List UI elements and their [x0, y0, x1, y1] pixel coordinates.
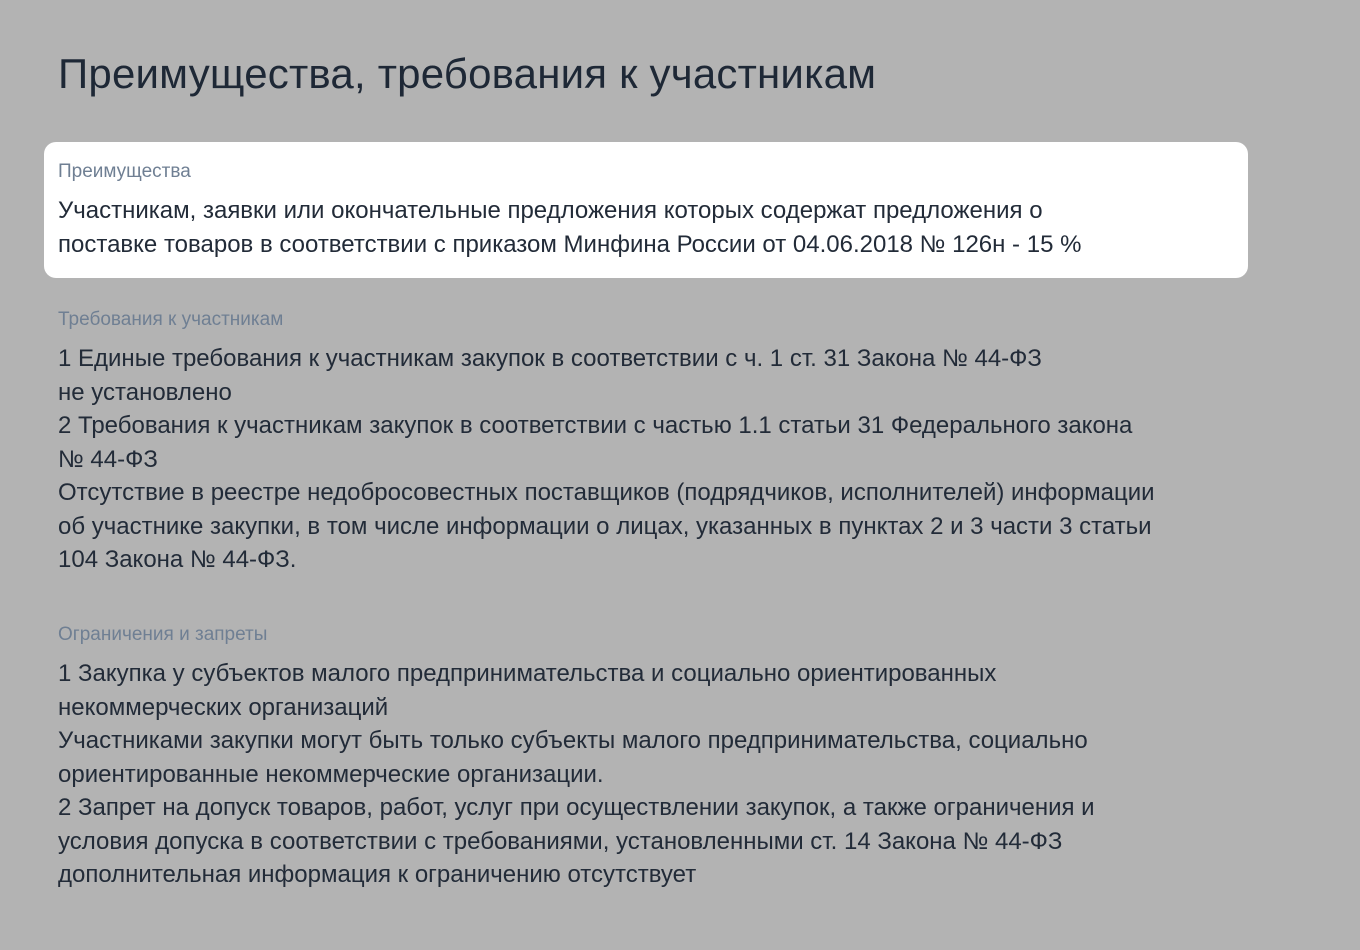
restrictions-line: 2 Запрет на допуск товаров, работ, услуг при осуществлении закупок, а также ограничения и	[58, 794, 1095, 821]
requirements-text	[58, 342, 1318, 577]
requirements-line: 104 Закона № 44-ФЗ.	[58, 546, 297, 573]
requirements-line: об участнике закупки, в том числе информации о лицах, указанных в пунктах 2 и 3 части 3 статьи	[58, 512, 1152, 540]
advantages-text	[58, 194, 1234, 261]
advantages-card	[44, 142, 1248, 278]
requirements-line: не установлено	[58, 378, 232, 406]
requirements-section	[58, 308, 1318, 577]
requirements-line: № 44-ФЗ	[58, 445, 158, 473]
restrictions-text	[58, 657, 1318, 892]
restrictions-line: условия допуска в соответствии с требованиями, установленными ст. 14 Закона № 44-ФЗ	[58, 827, 1063, 855]
requirements-line: 2 Требования к участникам закупок в соответствии с частью 1.1 статьи 31 Федерального закона	[58, 412, 1133, 439]
requirements-label: Требования к участникам	[58, 309, 284, 330]
advantages-line: поставке товаров в соответствии с приказом Минфина России от 04.06.2018 № 126н - 15 %	[58, 230, 1082, 258]
requirements-line: Отсутствие в реестре недобросовестных поставщиков (подрядчиков, исполнителей) информации	[58, 479, 1155, 506]
restrictions-line: некоммерческих организаций	[58, 693, 389, 721]
advantages-line: Участникам, заявки или окончательные предложения которых содержат предложения о	[58, 197, 1043, 224]
restrictions-line: ориентированные некоммерческие организации.	[58, 760, 604, 788]
restrictions-line: дополнительная информация к ограничению отсутствует	[58, 861, 697, 888]
page-title: Преимущества, требования к участникам	[58, 50, 877, 97]
restrictions-label: Ограничения и запреты	[58, 624, 268, 645]
restrictions-section	[58, 623, 1318, 892]
restrictions-line: Участниками закупки могут быть только субъекты малого предпринимательства, социально	[58, 727, 1088, 754]
restrictions-line: 1 Закупка у субъектов малого предпринимательства и социально ориентированных	[58, 660, 997, 687]
advantages-label: Преимущества	[58, 161, 191, 182]
requirements-line: 1 Единые требования к участникам закупок в соответствии с ч. 1 ст. 31 Закона № 44-ФЗ	[58, 345, 1042, 372]
